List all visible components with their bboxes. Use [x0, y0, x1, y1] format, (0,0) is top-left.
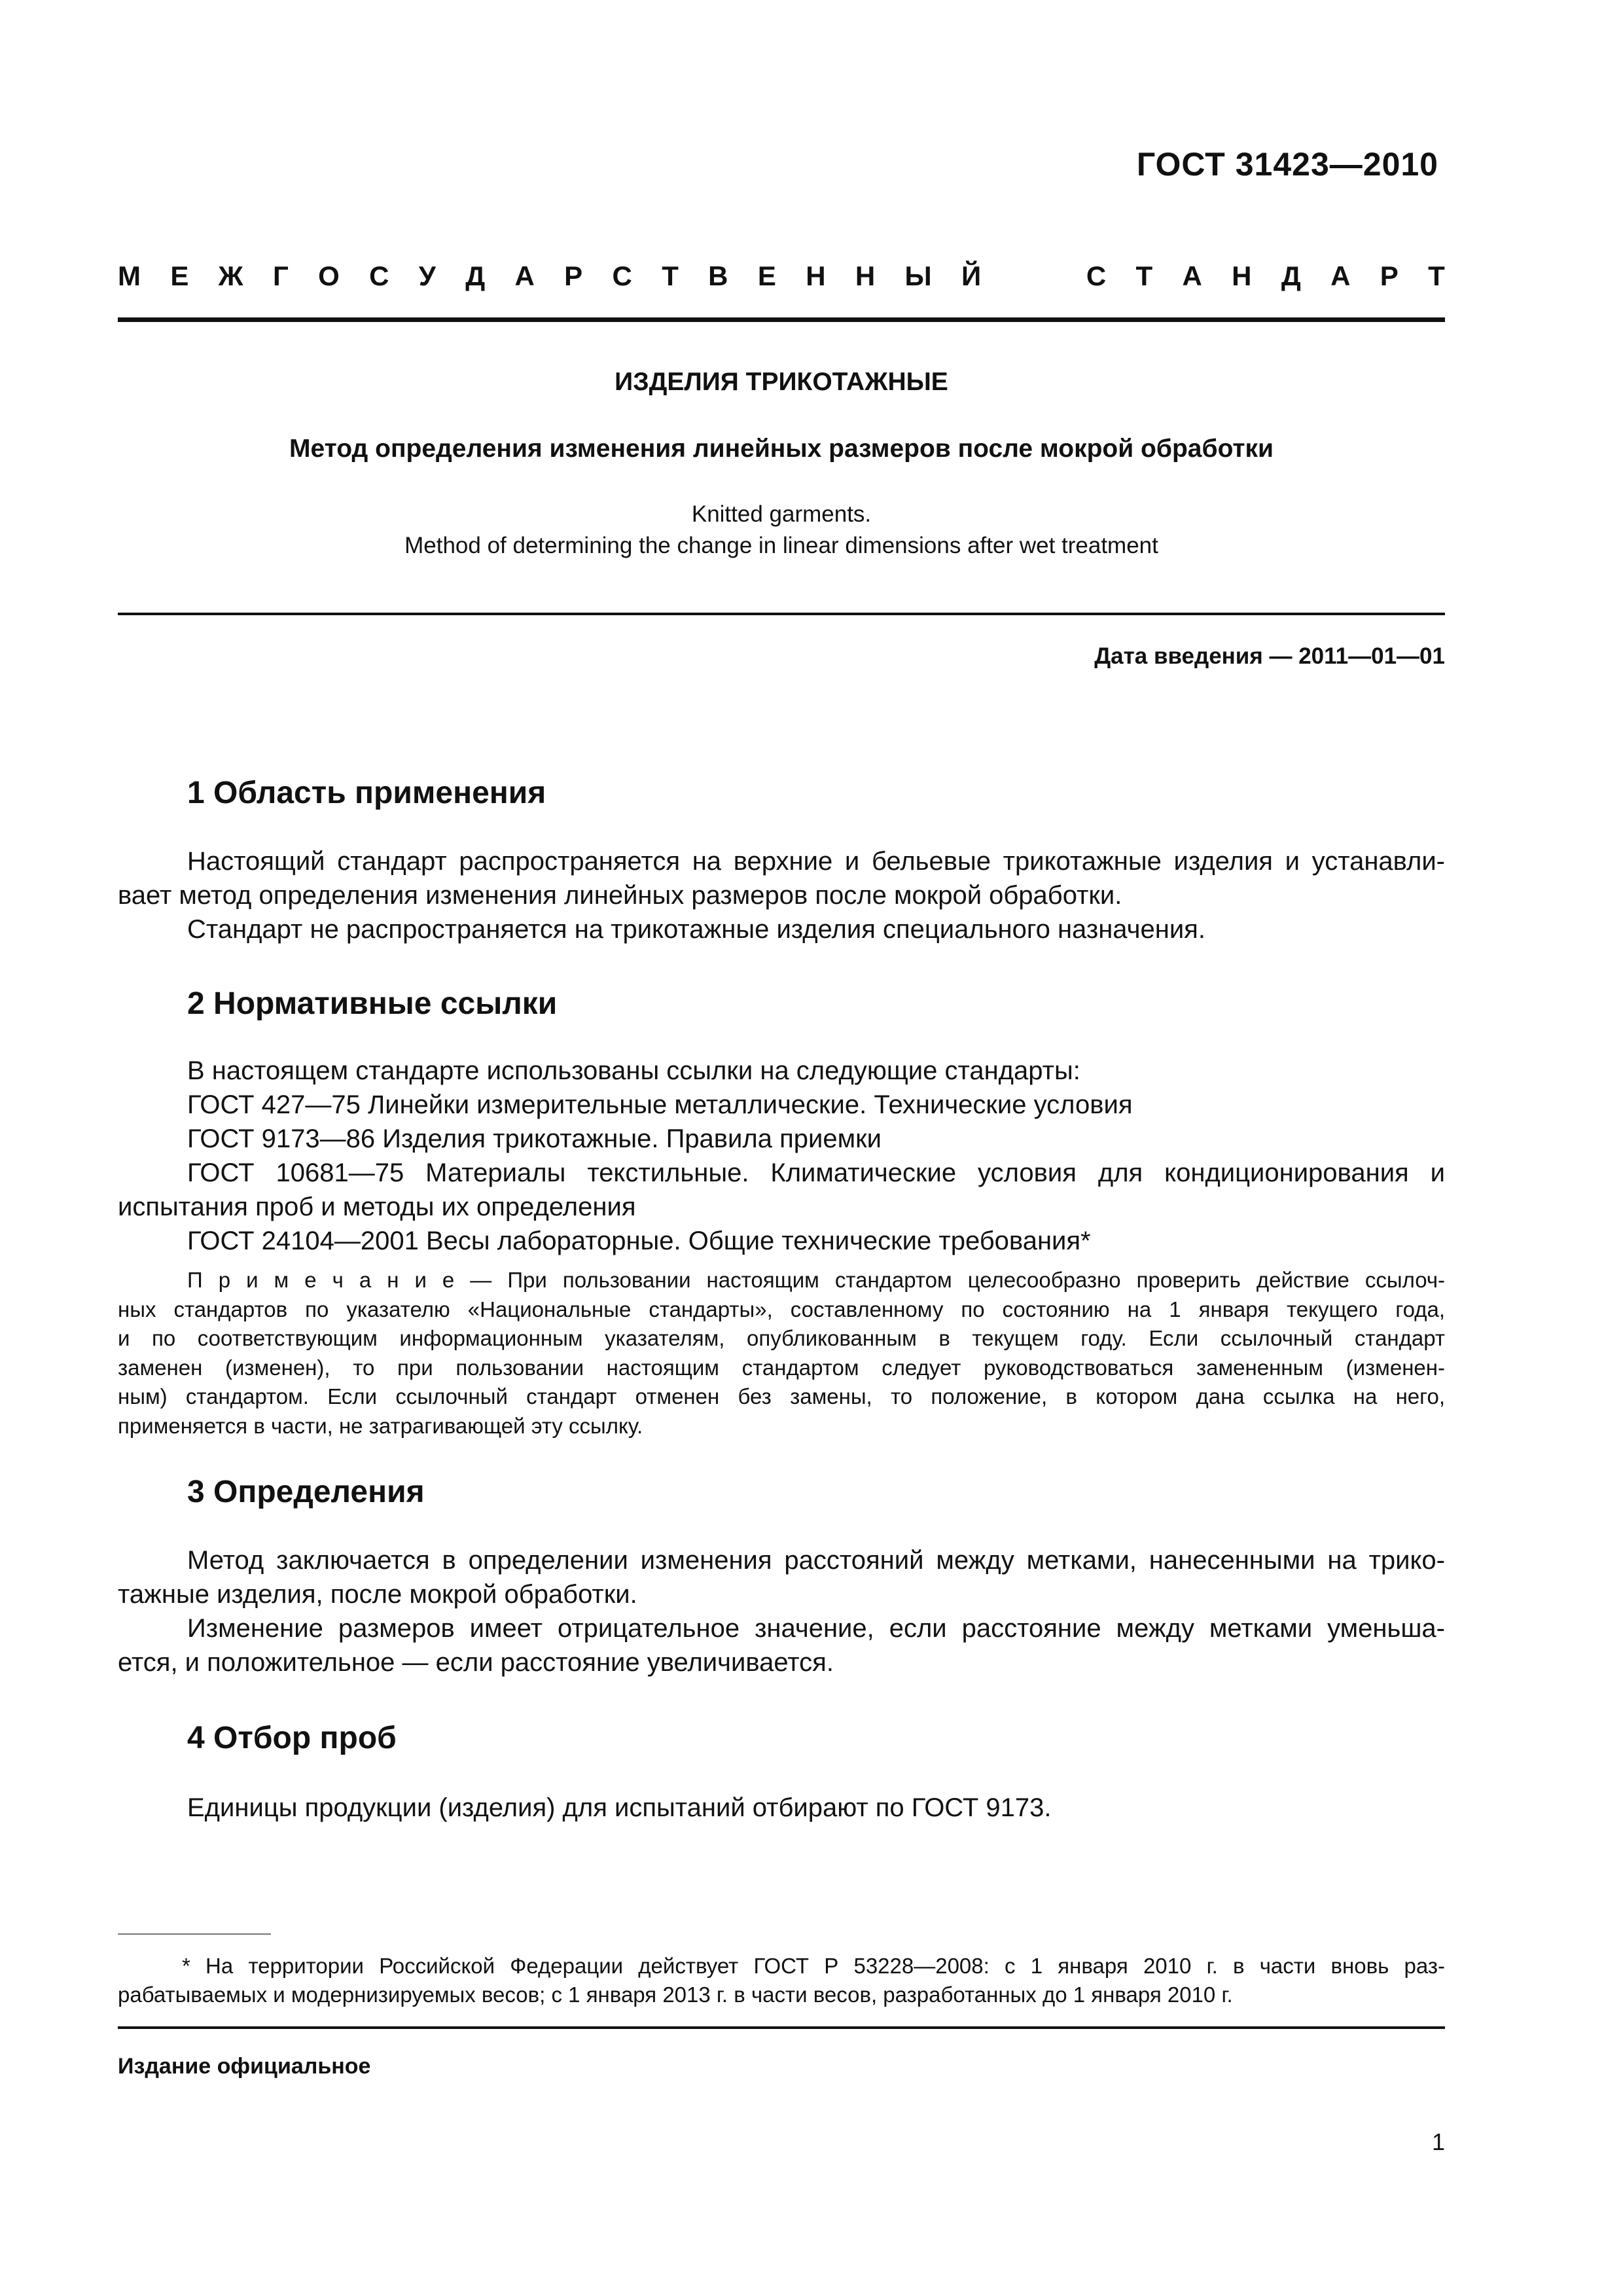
banner-letter: Д	[465, 260, 486, 291]
footnote-line: * На территории Российской Федерации действует ГОСТ Р 53228—2008: с 1 января 2010 г. в части вновь раз-	[182, 1954, 1445, 1978]
footnote-separator	[118, 1933, 271, 1935]
reference-item: ГОСТ 9173—86 Изделия трикотажные. Правила приемки	[187, 1124, 882, 1153]
banner-letter: Т	[1135, 260, 1153, 291]
banner-letter: А	[514, 260, 535, 291]
section-4-heading: 4 Отбор проб	[187, 1721, 397, 1755]
banner-letter: Т	[1428, 260, 1445, 291]
paragraph-line: тажные изделия, после мокрой обработки.	[118, 1580, 637, 1609]
document-number: ГОСТ 31423—2010	[1136, 146, 1438, 183]
reference-item-continuation: испытания проб и методы их определения	[118, 1193, 636, 1221]
banner-word-gap	[1011, 260, 1057, 292]
page-number: 1	[1431, 2128, 1445, 2155]
paragraph-line: вает метод определения изменения линейных размеров после мокрой обработки.	[118, 881, 1122, 910]
section-1-heading: 1 Область применения	[187, 776, 546, 810]
english-title-line: Method of determining the change in linear dimensions after wet treatment	[404, 533, 1158, 558]
edition-label: Издание официальное	[118, 2054, 371, 2079]
banner-letter: Н	[806, 260, 826, 291]
section-4-body	[118, 1791, 1445, 1825]
paragraph-line: Метод заключается в определении изменения расстояний между метками, нанесенными на трико-	[187, 1546, 1445, 1575]
banner-letter: Ы	[904, 260, 932, 291]
banner-letter: С	[369, 260, 389, 291]
document-subtitle: Метод определения изменения линейных размеров после мокрой обработки	[289, 435, 1274, 463]
banner-letter: Р	[1380, 260, 1399, 291]
paragraph-line: В настоящем стандарте использованы ссылки на следующие стандарты:	[187, 1056, 1080, 1085]
references-note	[118, 1266, 1445, 1441]
paragraph-line: Изменение размеров имеет отрицательное значение, если расстояние между метками уменьша-	[187, 1614, 1445, 1643]
footnote	[118, 1952, 1445, 2009]
banner-letter: М	[118, 260, 141, 291]
banner-letter: В	[708, 260, 728, 291]
section-2-heading: 2 Нормативные ссылки	[187, 986, 558, 1021]
english-title	[118, 499, 1445, 562]
banner-letter: Г	[272, 260, 289, 291]
paragraph-line: Настоящий стандарт распространяется на верхние и бельевые трикотажные изделия и устанавли-	[187, 847, 1445, 876]
section-2-body	[118, 1054, 1445, 1258]
note-line: ных стандартов по указателю «Национальные стандарты», составленному по состоянию на 1 января текущего года,	[118, 1297, 1445, 1321]
footnote-line: рабатываемых и модернизируемых весов; с 1 января 2013 г. в части весов, разработанных до 1 января 2010 г.	[118, 1982, 1233, 2007]
banner-letter: Е	[170, 260, 189, 291]
banner-letter: С	[612, 260, 632, 291]
reference-item: ГОСТ 24104—2001 Весы лабораторные. Общие технические требования*	[187, 1227, 1091, 1255]
note-line: заменен (изменен), то при пользовании настоящим стандартом следует руководствоваться замененным (изменен-	[118, 1355, 1445, 1380]
title-divider	[118, 613, 1445, 615]
banner-letter: Н	[1232, 260, 1252, 291]
note-line: ным) стандартом. Если ссылочный стандарт отменен без замены, то положение, в котором дана ссылка на него,	[118, 1384, 1445, 1408]
banner-letter: О	[318, 260, 340, 291]
footer-divider	[118, 2026, 1445, 2029]
banner-letter: Т	[662, 260, 679, 291]
banner-letter: Д	[1281, 260, 1301, 291]
note-text: — При пользовании настоящим стандартом целесообразно проверить действие ссылоч-	[454, 1268, 1445, 1292]
english-title-line: Knitted garments.	[691, 501, 872, 527]
banner-letter: Е	[757, 260, 776, 291]
interstate-standard-banner	[118, 260, 1445, 292]
note-line	[118, 1266, 1445, 1295]
document-title: ИЗДЕЛИЯ ТРИКОТАЖНЫЕ	[615, 368, 948, 396]
paragraph-line: ется, и положительное — если расстояние увеличивается.	[118, 1648, 834, 1677]
note-label: П р и м е ч а н и е	[187, 1268, 455, 1292]
reference-item: ГОСТ 10681—75 Материалы текстильные. Климатические условия для кондиционирования и	[187, 1158, 1445, 1187]
banner-letter: Ж	[218, 260, 243, 291]
header-divider	[118, 317, 1445, 322]
banner-letter: Р	[564, 260, 583, 291]
section-3-body	[118, 1543, 1445, 1679]
banner-letter: Й	[961, 260, 982, 291]
section-1-body	[118, 844, 1445, 946]
banner-letter: С	[1086, 260, 1107, 291]
note-line: применяется в части, не затрагивающей эту ссылку.	[118, 1413, 643, 1438]
section-3-heading: 3 Определения	[187, 1475, 425, 1509]
banner-letter: У	[418, 260, 436, 291]
paragraph-line: Стандарт не распространяется на трикотажные изделия специального назначения.	[187, 915, 1205, 944]
paragraph-line: Единицы продукции (изделия) для испытаний отбирают по ГОСТ 9173.	[187, 1793, 1052, 1822]
note-line: и по соответствующим информационным указателям, опубликованным в текущем году. Если ссылочный стандарт	[118, 1326, 1445, 1350]
reference-item: ГОСТ 427—75 Линейки измерительные металлические. Технические условия	[187, 1090, 1133, 1119]
banner-letter: А	[1182, 260, 1202, 291]
banner-letter: Н	[855, 260, 876, 291]
banner-letter: А	[1330, 260, 1351, 291]
introduction-date: Дата введения — 2011—01—01	[1094, 643, 1445, 669]
